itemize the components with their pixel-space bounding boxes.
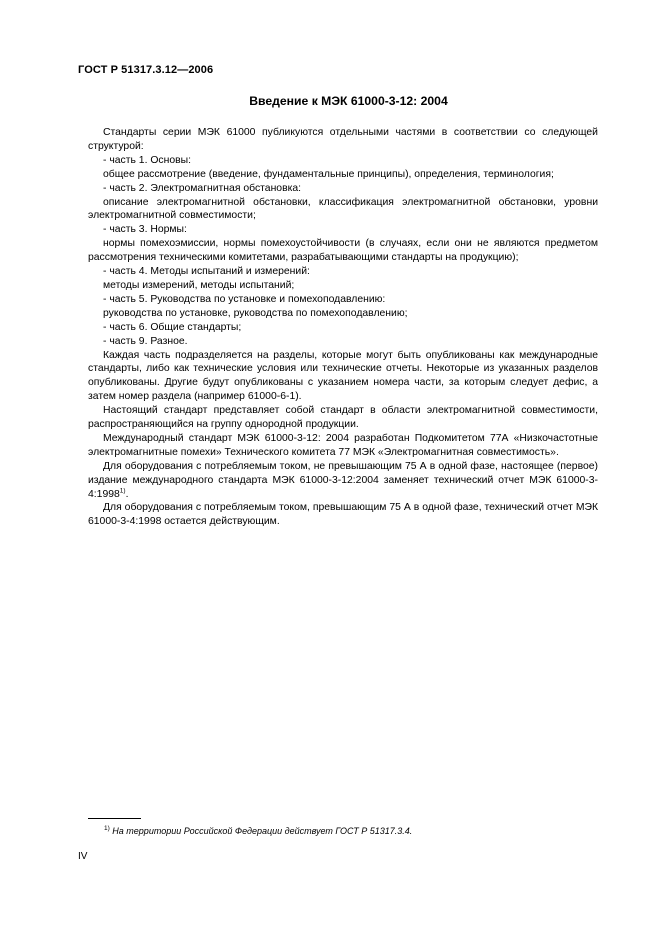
footnote-separator — [88, 818, 141, 819]
paragraph: Международный стандарт МЭК 61000-3-12: 2004 разработан Подкомитетом 77А «Низкочастотные электромагнитные помехи» Технического комитета 77 МЭК «Электромагнитная совместимость». — [88, 432, 598, 458]
document-code-header: ГОСТ Р 51317.3.12—2006 — [78, 64, 214, 76]
section-title: Введение к МЭК 61000-3-12: 2004 — [249, 94, 448, 108]
list-item-description: общее рассмотрение (введение, фундаментальные принципы), определения, терминология; — [103, 168, 554, 180]
list-item-description: руководства по установке, руководства по помехоподавлению; — [103, 307, 408, 319]
list-item: - часть 4. Методы испытаний и измерений: — [103, 266, 310, 278]
list-item: - часть 6. Общие стандарты; — [103, 321, 242, 333]
paragraph: Для оборудования с потребляемым током, превышающим 75 А в одной фазе, технический отчет МЭК 61000-3-4:1998 остается действующим. — [88, 502, 598, 528]
list-item: - часть 2. Электромагнитная обстановка: — [103, 182, 302, 194]
list-item-description: нормы помехоэмиссии, нормы помехоустойчивости (в случаях, если они не являются предметом рассмотрения техническими комитетами, разрабатывающими стандарты на продукцию); — [88, 238, 598, 264]
footnote-marker: 1) — [104, 825, 110, 832]
paragraph: Стандарты серии МЭК 61000 публикуются отдельными частями в соответствии со следующей структурой: — [88, 127, 598, 152]
list-item-description: описание электромагнитной обстановки, классификация электромагнитной обстановки, уровни электромагнитной совместимости; — [88, 196, 598, 222]
footnote-reference: 1) — [119, 487, 126, 495]
footnote-text: На территории Российской Федерации действует ГОСТ Р 51317.3.4. — [112, 826, 413, 836]
body-text — [88, 126, 598, 529]
list-item-description: методы измерений, методы испытаний; — [103, 279, 295, 291]
list-item: - часть 9. Разное. — [103, 335, 188, 347]
paragraph: Настоящий стандарт представляет собой стандарт в области электромагнитной совместимости, распространяющийся на группу однородной продукции. — [88, 405, 598, 431]
paragraph-text: Для оборудования с потребляемым током, не превышающим 75 А в одной фазе, настоящее (первое) издание международного стандарта МЭК 61000-3-12:2004 заменяет технический отчет МЭК 61000-3-4:1998 — [88, 460, 598, 500]
page-number: IV — [78, 851, 88, 862]
paragraph: Для оборудования с потребляемым током, не превышающим 75 А в одной фазе, настоящее (первое) издание международного стандарта МЭК 61000-3-12:2004 заменяет технический отчет МЭК 61000-3-4:1998$^{1)}$. — [88, 460, 598, 500]
list-item: - часть 3. Нормы: — [103, 224, 187, 236]
paragraph: Каждая часть подразделяется на разделы, которые могут быть опубликованы как международные стандарты, либо как технические условия или технические отчеты. Некоторые из указанных разделов опубликованы. Другие будут опубликованы с указанием номера части, за которым следует дефис, а затем номер раздела (например 61000-6-1). — [88, 349, 598, 403]
footnote — [104, 826, 412, 836]
list-item: - часть 1. Основы: — [103, 154, 192, 166]
list-item: - часть 5. Руководства по установке и помехоподавлению: — [103, 293, 386, 305]
